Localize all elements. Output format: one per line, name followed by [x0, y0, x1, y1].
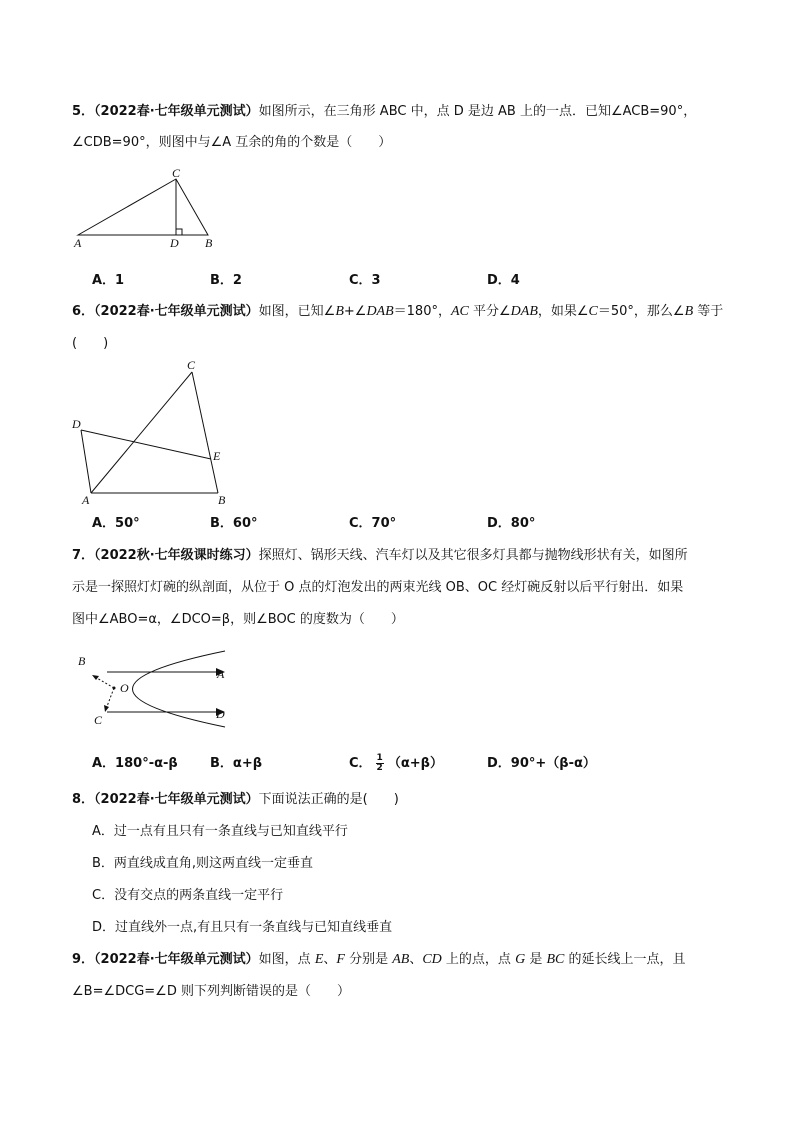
q5-line2: ∠CDB=90°，则图中与∠A 互余的角的个数是（ ）: [72, 135, 392, 150]
q9-text-e: 上的点，点: [441, 952, 516, 967]
q6-text-f: ＝50°，那么∠: [597, 304, 685, 319]
q7-option-b[interactable]: B．α+β: [210, 756, 263, 771]
q8-option-d[interactable]: D．过直线外一点,有且只有一条直线与已知直线垂直: [92, 920, 393, 935]
q9-line2: ∠B=∠DCG=∠D 则下列判断错误的是（ ）: [72, 984, 350, 999]
q8-text1: 下面说法正确的是( ): [258, 792, 399, 807]
q6-label-c: C: [187, 358, 196, 372]
q5-label-a: A: [74, 236, 82, 250]
q5-figure-triangle: [70, 165, 220, 253]
q8-number: 8．: [72, 792, 95, 807]
q7-figure-parabola: [70, 645, 235, 735]
q9-source: （2022春·七年级单元测试）: [94, 952, 259, 967]
q7-label-b: B: [78, 654, 86, 668]
q5-label-c: C: [172, 166, 181, 180]
q9-text-f: 是: [525, 952, 547, 967]
q9-line1: [72, 950, 685, 970]
q7-option-c-expr: （α+β）: [387, 756, 443, 771]
q8-option-b[interactable]: B．两直线成直角,则这两直线一定垂直: [92, 856, 314, 871]
q7-option-d[interactable]: D．90°+（β-α）: [487, 756, 596, 771]
q9-var-bc: BC: [546, 952, 565, 967]
q7-line3: 图中∠ABO=α，∠DCO=β，则∠BOC 的度数为（ ）: [72, 612, 404, 627]
q9-text-d: 、: [409, 952, 423, 967]
q6-number: 6．: [72, 304, 95, 319]
q7-text1: 探照灯、锅形天线、汽车灯以及其它很多灯具都与抛物线形状有关，如图所: [258, 548, 688, 563]
q5-label-d: D: [170, 236, 179, 250]
q9-text-c: 分别是: [344, 952, 393, 967]
q7-fraction-numerator: 1: [376, 753, 383, 763]
q8-line1: [72, 790, 399, 810]
q5-option-b[interactable]: B．2: [210, 273, 242, 288]
q7-number: 7．: [72, 548, 95, 563]
q7-option-c-letter: C．: [349, 756, 372, 771]
q6-var-b2: B: [684, 304, 694, 319]
q7-option-a[interactable]: A．180°-α-β: [92, 756, 178, 771]
q7-label-a: A: [217, 667, 225, 681]
q6-var-ac: AC: [450, 304, 469, 319]
q6-text-b: +∠: [343, 304, 367, 319]
q6-option-c[interactable]: C．70°: [349, 516, 397, 531]
q6-figure-quadrilateral: [68, 355, 238, 510]
q6-source: （2022春·七年级单元测试）: [94, 304, 259, 319]
q6-label-a: A: [82, 493, 90, 507]
q6-line2: ( ): [72, 336, 109, 351]
q9-number: 9．: [72, 952, 95, 967]
q6-label-d: D: [72, 417, 81, 431]
q6-option-d[interactable]: D．80°: [487, 516, 536, 531]
q5-option-a[interactable]: A．1: [92, 273, 125, 288]
q7-source: （2022秋·七年级课时练习）: [94, 548, 259, 563]
q6-text-d: 平分∠: [468, 304, 511, 319]
q7-fraction-half: [376, 754, 384, 773]
q7-line1: [72, 546, 688, 566]
q9-text-b: 、: [323, 952, 337, 967]
q8-option-a[interactable]: A．过一点有且只有一条直线与已知直线平行: [92, 824, 348, 839]
q6-text-a: 如图，已知∠: [258, 304, 336, 319]
q6-label-e: E: [213, 449, 221, 463]
q6-option-b[interactable]: B．60°: [210, 516, 258, 531]
q6-line1: [72, 302, 723, 322]
q9-var-cd: CD: [422, 952, 442, 967]
q6-label-b: B: [218, 493, 226, 507]
q6-text-g: 等于: [693, 304, 724, 319]
q6-var-b: B: [335, 304, 344, 319]
q5-source: （2022春·七年级单元测试）: [94, 104, 259, 119]
q5-line1: [72, 102, 696, 122]
q5-number: 5．: [72, 104, 95, 119]
q7-option-c[interactable]: [349, 754, 443, 774]
q6-text-e: ，如果∠: [537, 304, 589, 319]
q5-text1: 如图所示，在三角形 ABC 中，点 D 是边 AB 上的一点．已知∠ACB=90°，: [258, 104, 697, 119]
q9-text-g: 的延长线上一点，且: [564, 952, 686, 967]
q7-label-c: C: [94, 713, 103, 727]
q6-var-dab2: DAB: [510, 304, 538, 319]
q6-option-a[interactable]: A．50°: [92, 516, 140, 531]
q9-var-ab: AB: [392, 952, 410, 967]
q6-var-dab: DAB: [366, 304, 394, 319]
q9-var-g: G: [515, 952, 526, 967]
q9-text-a: 如图，点: [258, 952, 315, 967]
q5-option-c[interactable]: C．3: [349, 273, 381, 288]
q7-line2: 示是一探照灯灯碗的纵剖面，从位于 O 点的灯泡发出的两束光线 OB、OC 经灯碗反射以后平行射出．如果: [72, 580, 684, 595]
q9-var-f: F: [336, 952, 345, 967]
q6-var-c: C: [588, 304, 598, 319]
q7-fraction-denominator: 2: [376, 763, 383, 773]
q8-option-c[interactable]: C．没有交点的两条直线一定平行: [92, 888, 284, 903]
q7-label-d: D: [216, 707, 225, 721]
q9-var-e: E: [314, 952, 324, 967]
q7-label-o: O: [120, 681, 129, 695]
q6-text-c: ＝180°，: [393, 304, 451, 319]
q5-label-b: B: [205, 236, 213, 250]
q8-source: （2022春·七年级单元测试）: [94, 792, 259, 807]
q5-option-d[interactable]: D．4: [487, 273, 520, 288]
